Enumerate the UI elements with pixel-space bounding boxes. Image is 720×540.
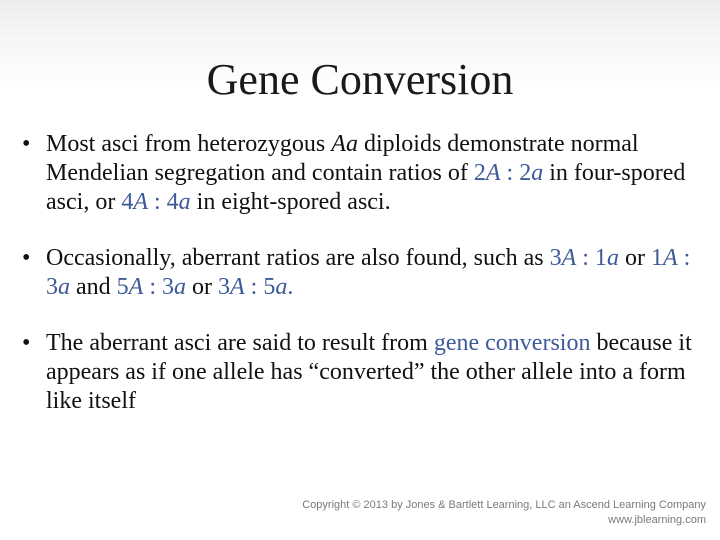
bullet-marker: • bbox=[22, 245, 31, 271]
copyright-notice bbox=[302, 498, 706, 528]
ratio-part: 5 bbox=[116, 274, 129, 300]
ratio-part: : 3 bbox=[46, 245, 691, 300]
ratio-part: . bbox=[287, 274, 294, 300]
ratio-part: 3 bbox=[549, 245, 562, 271]
ratio-allele: A bbox=[561, 245, 577, 271]
bullet-marker: • bbox=[22, 330, 31, 356]
ratio-allele: a bbox=[531, 160, 544, 186]
text-run: Occasionally, aberrant ratios are also found, such as bbox=[46, 245, 550, 271]
ratio-part: : 3 bbox=[143, 274, 174, 300]
ratio-allele: a bbox=[275, 274, 288, 300]
ratio-text bbox=[117, 274, 186, 300]
text-run: in four-spored asci, or bbox=[46, 160, 686, 215]
text-run: or bbox=[186, 274, 218, 300]
ratio-part: 2 bbox=[473, 160, 486, 186]
ratio-text bbox=[474, 160, 543, 186]
genotype-text: Aa bbox=[331, 131, 358, 157]
text-run: diploids demonstrate normal Mendelian segregation and contain ratios of bbox=[46, 131, 639, 186]
ratio-text bbox=[121, 189, 190, 215]
ratio-part: 3 bbox=[218, 274, 230, 300]
ratio-allele: A bbox=[128, 274, 144, 300]
ratio-text bbox=[218, 274, 293, 300]
text-run: Most asci from heterozygous bbox=[46, 131, 332, 157]
bullet-marker: • bbox=[22, 131, 31, 157]
ratio-part: 4 bbox=[121, 189, 134, 215]
ratio-part: : 2 bbox=[500, 160, 532, 186]
text-run: The aberrant asci are said to result from bbox=[46, 330, 434, 356]
bullet-item-2 bbox=[22, 244, 702, 302]
bullet-item-1 bbox=[22, 130, 702, 217]
ratio-allele: A bbox=[230, 274, 245, 300]
publisher-url: www.jblearning.com bbox=[608, 514, 706, 526]
ratio-allele: A bbox=[662, 245, 678, 271]
ratio-allele: a bbox=[174, 274, 186, 300]
ratio-allele: A bbox=[133, 189, 148, 215]
text-run: because it appears as if one allele has “converted” the other allele into a form like itself bbox=[46, 330, 692, 414]
key-term: gene conversion bbox=[433, 330, 591, 356]
ratio-text bbox=[550, 245, 619, 271]
ratio-allele: a bbox=[58, 274, 70, 300]
ratio-allele: a bbox=[606, 245, 619, 271]
copyright-line: Copyright © 2013 by Jones & Bartlett Learning, LLC an Ascend Learning Company bbox=[302, 499, 706, 511]
ratio-part: 1 bbox=[650, 245, 663, 271]
text-run: and bbox=[70, 274, 117, 300]
ratio-allele: A bbox=[485, 160, 501, 186]
bullet-item-3 bbox=[22, 329, 702, 416]
text-run: or bbox=[618, 245, 651, 271]
bullet-list bbox=[22, 130, 702, 416]
ratio-part: : 1 bbox=[576, 245, 607, 271]
ratio-part: : 5 bbox=[244, 274, 276, 300]
text-run: in eight-spored asci. bbox=[190, 189, 391, 215]
ratio-part: : 4 bbox=[147, 189, 179, 215]
slide-title: Gene Conversion bbox=[206, 55, 514, 104]
ratio-allele: a bbox=[178, 189, 191, 215]
